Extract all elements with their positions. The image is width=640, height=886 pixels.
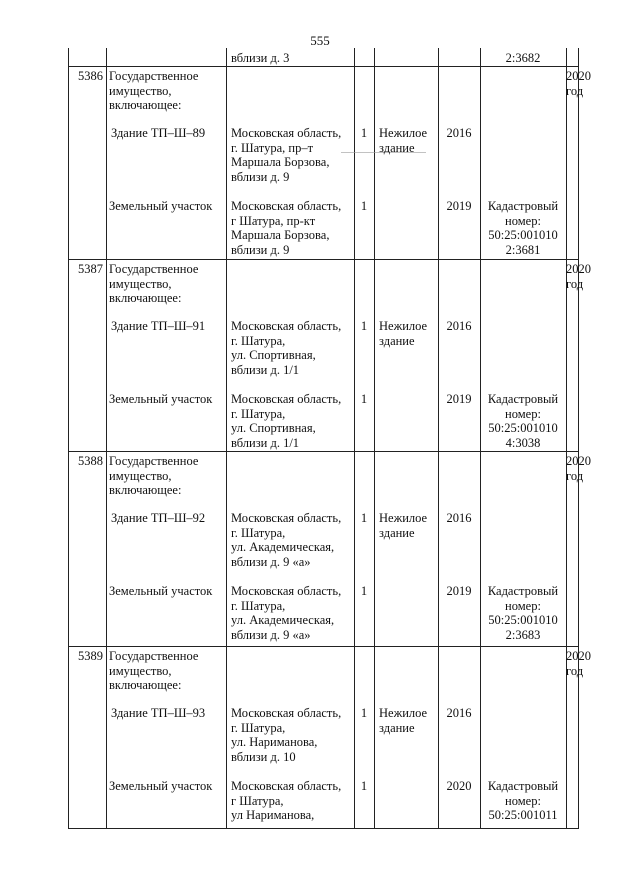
land-address: ул Нариманова,	[231, 808, 315, 822]
building-count: 1	[360, 319, 368, 333]
land-address: вблизи д. 1/1	[231, 435, 300, 450]
group-title: Государственное	[109, 649, 199, 663]
column-divider	[226, 48, 227, 828]
group-title: Государственное	[109, 262, 199, 276]
land-count: 1	[360, 199, 368, 213]
column-divider	[566, 48, 567, 828]
building-address: Московская область,	[231, 511, 342, 525]
building-type: здание	[379, 525, 415, 540]
building-address: Московская область,	[231, 319, 342, 333]
building-address: ул. Нариманова,	[231, 735, 318, 749]
building-address: вблизи д. 9	[231, 169, 290, 184]
entry-number: 5387	[78, 262, 103, 276]
land-cadastral: Кадастровый	[487, 779, 559, 793]
entry-number: 5386	[78, 69, 103, 83]
building-address: г. Шатура,	[231, 333, 286, 348]
land-address: Московская область,	[231, 392, 342, 406]
building-count: 1	[360, 126, 368, 140]
group-title: имущество,	[109, 83, 172, 98]
entry-year: 2020	[566, 649, 591, 663]
land-cadastral: 50:25:001010	[488, 421, 558, 435]
row-separator	[69, 451, 578, 452]
building-type: Нежилое	[379, 319, 428, 333]
land-cadastral: Кадастровый	[487, 199, 559, 213]
building-type: здание	[379, 140, 415, 155]
entry-number: 5389	[78, 649, 103, 663]
land-year: 2019	[446, 584, 472, 598]
land-count: 1	[360, 779, 368, 793]
land-cadastral: 2:3683	[505, 627, 541, 642]
building-address: г. Шатура,	[231, 720, 286, 735]
building-type: Нежилое	[379, 126, 428, 140]
land-address: г Шатура, пр-кт	[231, 213, 316, 228]
land-address: Московская область,	[231, 779, 342, 793]
building-address: Московская область,	[231, 126, 342, 140]
land-cadastral: Кадастровый	[487, 392, 559, 406]
land-cadastral: 50:25:001010	[488, 613, 558, 627]
continuation-cadastral: 2:3682	[505, 51, 541, 65]
entry-year: 2020	[566, 69, 591, 83]
land-cadastral: 50:25:001010	[488, 228, 558, 242]
land-address: вблизи д. 9	[231, 242, 290, 257]
land-year: 2020	[446, 779, 472, 793]
building-year: 2016	[446, 706, 472, 720]
land-count: 1	[360, 584, 368, 598]
row-separator	[69, 66, 578, 67]
entry-year: год	[566, 468, 584, 483]
land-address: Московская область,	[231, 199, 342, 213]
building-address: ул. Академическая,	[231, 540, 335, 554]
building-count: 1	[360, 706, 368, 720]
building-count: 1	[360, 511, 368, 525]
group-title: Государственное	[109, 454, 199, 468]
land-cadastral: 4:3038	[505, 435, 541, 450]
land-cadastral: номер:	[505, 598, 541, 613]
building-type: Нежилое	[379, 511, 428, 525]
page-number: 555	[310, 33, 330, 48]
column-divider	[374, 48, 375, 828]
land-name: Земельный участок	[109, 779, 213, 793]
building-name: Здание ТП–Ш–91	[111, 319, 206, 333]
column-divider	[106, 48, 107, 828]
building-name: Здание ТП–Ш–93	[111, 706, 206, 720]
building-year: 2016	[446, 511, 472, 525]
land-cadastral: Кадастровый	[487, 584, 559, 598]
group-title: имущество,	[109, 468, 172, 483]
group-title: имущество,	[109, 276, 172, 291]
building-address: г. Шатура,	[231, 525, 286, 540]
group-title: включающее:	[109, 98, 182, 112]
building-year: 2016	[446, 126, 472, 140]
land-address: г Шатура,	[231, 793, 284, 808]
entry-year: год	[566, 276, 584, 291]
land-name: Земельный участок	[109, 584, 213, 598]
property-table	[68, 48, 591, 829]
row-separator	[69, 646, 578, 647]
building-type: здание	[379, 720, 415, 735]
building-name: Здание ТП–Ш–92	[111, 511, 206, 525]
entry-year: 2020	[566, 454, 591, 468]
land-name: Земельный участок	[109, 392, 213, 406]
land-name: Земельный участок	[109, 199, 213, 213]
building-name: Здание ТП–Ш–89	[111, 126, 206, 140]
group-title: включающее:	[109, 483, 182, 497]
group-title: включающее:	[109, 678, 182, 692]
land-cadastral: номер:	[505, 406, 541, 421]
building-address: вблизи д. 10	[231, 749, 296, 764]
building-type: здание	[379, 333, 415, 348]
building-type: Нежилое	[379, 706, 428, 720]
entry-year: год	[566, 663, 584, 678]
building-year: 2016	[446, 319, 472, 333]
row-separator	[69, 259, 578, 260]
building-address: ул. Спортивная,	[231, 348, 316, 362]
land-address: ул. Спортивная,	[231, 421, 316, 435]
continuation-address: вблизи д. 3	[231, 51, 290, 65]
land-address: г. Шатура,	[231, 406, 286, 421]
land-cadastral: номер:	[505, 793, 541, 808]
land-cadastral: 50:25:001011	[488, 808, 558, 822]
building-address: вблизи д. 1/1	[231, 362, 300, 377]
building-address: вблизи д. 9 «а»	[231, 554, 311, 569]
building-address: г. Шатура, пр–т	[231, 140, 314, 155]
group-title: включающее:	[109, 291, 182, 305]
entry-year: 2020	[566, 262, 591, 276]
land-count: 1	[360, 392, 368, 406]
land-cadastral: номер:	[505, 213, 541, 228]
land-address: вблизи д. 9 «а»	[231, 627, 311, 642]
land-address: Маршала Борзова,	[231, 228, 330, 242]
group-title: имущество,	[109, 663, 172, 678]
entry-year: год	[566, 83, 584, 98]
building-address: Московская область,	[231, 706, 342, 720]
land-year: 2019	[446, 199, 472, 213]
group-title: Государственное	[109, 69, 199, 83]
land-year: 2019	[446, 392, 472, 406]
building-address: Маршала Борзова,	[231, 155, 330, 169]
land-cadastral: 2:3681	[505, 242, 541, 257]
entry-number: 5388	[78, 454, 103, 468]
land-address: Московская область,	[231, 584, 342, 598]
land-address: ул. Академическая,	[231, 613, 335, 627]
land-address: г. Шатура,	[231, 598, 286, 613]
